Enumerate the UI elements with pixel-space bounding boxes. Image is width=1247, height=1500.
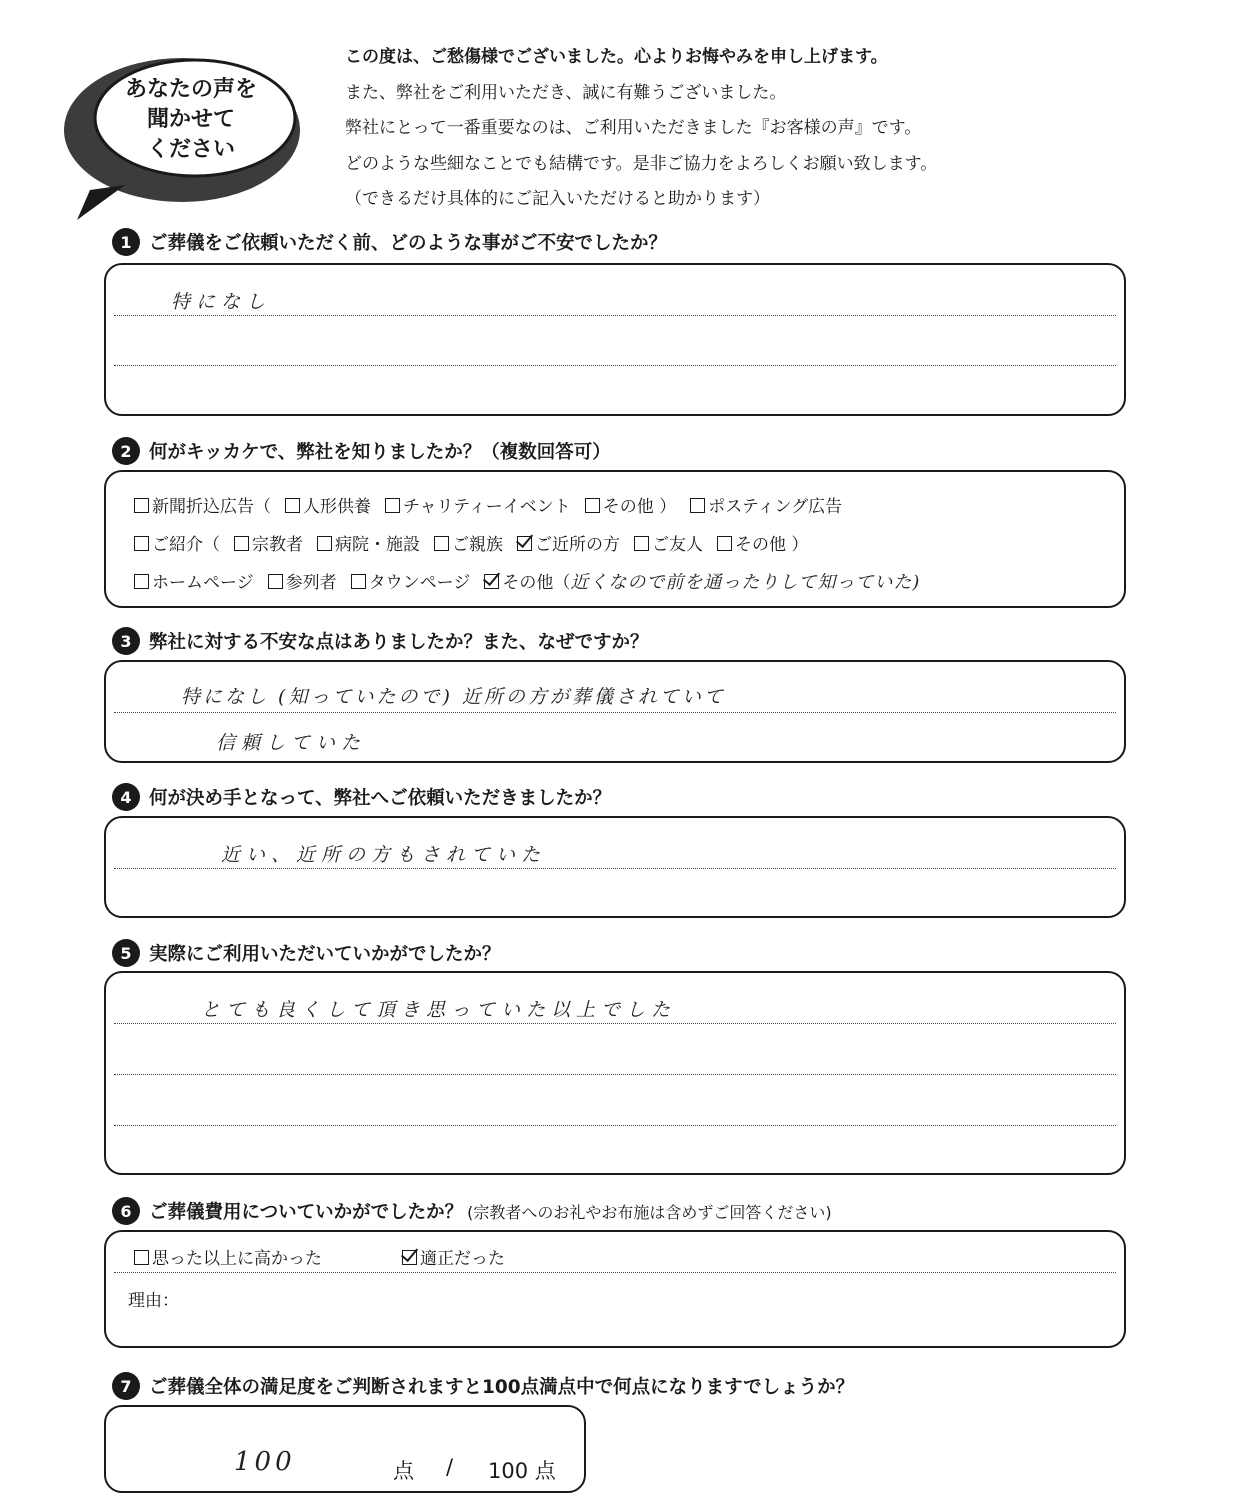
option-other-2[interactable]: その他 ）	[717, 530, 808, 555]
option-townpage[interactable]: タウンページ	[351, 568, 471, 594]
bubble-line: ください	[146, 137, 235, 162]
handwritten-score: 100	[234, 1447, 296, 1477]
option-too-expensive[interactable]: 思った以上に高かった	[134, 1244, 322, 1269]
checkbox-icon[interactable]	[434, 536, 449, 551]
question-number: 5	[112, 939, 140, 967]
handwritten-answer: 特になし (知っていたので) 近所の方が葬儀されていて	[181, 686, 726, 708]
checkbox-icon[interactable]	[717, 536, 732, 551]
bubble-line: あなたの声を	[124, 77, 257, 102]
intro-text	[345, 40, 1225, 218]
option-other-3[interactable]: その他（近くなので前を通ったりして知っていた)	[484, 568, 920, 594]
question-3	[112, 627, 649, 655]
option-hospital[interactable]: 病院・施設	[317, 530, 420, 555]
question-text: 何が決め手となって、弊社へご依頼いただきましたか？	[149, 788, 612, 809]
handwritten-answer: 特になし	[171, 291, 272, 313]
option-row	[134, 1244, 505, 1269]
checkbox-icon[interactable]	[134, 536, 149, 551]
answer-box-3[interactable]	[104, 660, 1126, 763]
bubble-line: 聞かせて	[146, 107, 235, 132]
intro-line: また、弊社をご利用いただき、誠に有難うございました。	[345, 82, 787, 103]
checkbox-icon[interactable]	[285, 498, 300, 513]
option-row	[134, 492, 842, 517]
option-row	[134, 530, 808, 555]
intro-line: 弊社にとって一番重要なのは、ご利用いただきました『お客様の声』です。	[345, 118, 922, 138]
checkbox-icon[interactable]	[317, 536, 332, 551]
option-newspaper[interactable]: 新聞折込広告（	[134, 492, 271, 517]
question-text: ご葬儀費用についていかがでしたか？	[149, 1202, 464, 1223]
question-7	[112, 1372, 854, 1400]
question-text: 何がキッカケで、弊社を知りましたか？（複数回答可）	[149, 442, 611, 463]
question-text: ご葬儀をご依頼いただく前、どのような事がご不安でしたか？	[149, 233, 668, 254]
option-attendee[interactable]: 参列者	[268, 568, 337, 594]
checkbox-icon[interactable]	[690, 498, 705, 513]
intro-line: この度は、ご愁傷様でございました。心よりお悔やみを申し上げます。	[345, 47, 888, 67]
option-reasonable[interactable]: 適正だった	[402, 1244, 505, 1269]
option-charity-event[interactable]: チャリティーイベント	[385, 492, 571, 517]
answer-box-2[interactable]	[104, 470, 1126, 608]
question-6	[112, 1197, 832, 1225]
question-note: (宗教者へのお礼やお布施は含めずご回答ください)	[467, 1202, 832, 1222]
question-number: 4	[112, 783, 140, 811]
question-text: 実際にご利用いただいていかがでしたか？	[149, 944, 501, 965]
handwritten-answer: とても良くして頂き思っていた以上でした	[201, 999, 677, 1021]
option-referral[interactable]: ご紹介（	[134, 530, 220, 555]
question-text: 弊社に対する不安な点はありましたか？また、なぜですか？	[149, 632, 649, 653]
question-number: 3	[112, 627, 140, 655]
checkbox-checked-icon[interactable]	[517, 536, 532, 551]
checkbox-icon[interactable]	[351, 574, 366, 589]
checkbox-icon[interactable]	[134, 498, 149, 513]
question-5	[112, 939, 501, 967]
question-number: 7	[112, 1372, 140, 1400]
answer-box-6[interactable]	[104, 1230, 1126, 1348]
option-doll-memorial[interactable]: 人形供養	[285, 492, 371, 517]
handwritten-answer: 信頼していた	[216, 732, 367, 754]
handwritten-other: 近くなので前を通ったりして知っていた)	[570, 572, 921, 593]
option-relatives[interactable]: ご親族	[434, 530, 503, 555]
question-4	[112, 783, 611, 811]
option-posting-ad[interactable]: ポスティング広告	[690, 492, 842, 517]
intro-line: （できるだけ具体的にご記入いただけると助かります）	[345, 189, 770, 209]
option-other-1[interactable]: その他 ）	[585, 492, 676, 517]
checkbox-icon[interactable]	[234, 536, 249, 551]
answer-box-1[interactable]	[104, 263, 1126, 416]
checkbox-icon[interactable]	[385, 498, 400, 513]
answer-box-4[interactable]	[104, 816, 1126, 918]
option-friends[interactable]: ご友人	[634, 530, 703, 555]
checkbox-icon[interactable]	[634, 536, 649, 551]
option-row	[134, 568, 920, 594]
score-box[interactable]	[104, 1405, 586, 1493]
speech-bubble	[55, 40, 305, 225]
checkbox-checked-icon[interactable]	[402, 1250, 417, 1265]
option-homepage[interactable]: ホームページ	[134, 568, 254, 594]
score-max: 100 点	[488, 1459, 556, 1483]
question-number: 1	[112, 228, 140, 256]
handwritten-answer: 近い、近所の方もされていた	[221, 844, 547, 866]
question-number: 6	[112, 1197, 140, 1225]
checkbox-checked-icon[interactable]	[484, 574, 499, 589]
question-text: ご葬儀全体の満足度をご判断されますと100点満点中で何点になりますでしょうか？	[149, 1377, 855, 1398]
question-1	[112, 228, 667, 256]
option-clergy[interactable]: 宗教者	[234, 530, 303, 555]
intro-line: どのような些細なことでも結構です。是非ご協力をよろしくお願い致します。	[345, 153, 938, 174]
checkbox-icon[interactable]	[585, 498, 600, 513]
checkbox-icon[interactable]	[268, 574, 283, 589]
option-neighbors[interactable]: ご近所の方	[517, 530, 620, 555]
answer-box-5[interactable]	[104, 971, 1126, 1175]
checkbox-icon[interactable]	[134, 1250, 149, 1265]
score-separator: /	[446, 1455, 454, 1479]
checkbox-icon[interactable]	[134, 574, 149, 589]
question-2	[112, 437, 611, 465]
question-number: 2	[112, 437, 140, 465]
score-unit: 点	[393, 1459, 414, 1483]
reason-label: 理由：	[128, 1291, 179, 1311]
